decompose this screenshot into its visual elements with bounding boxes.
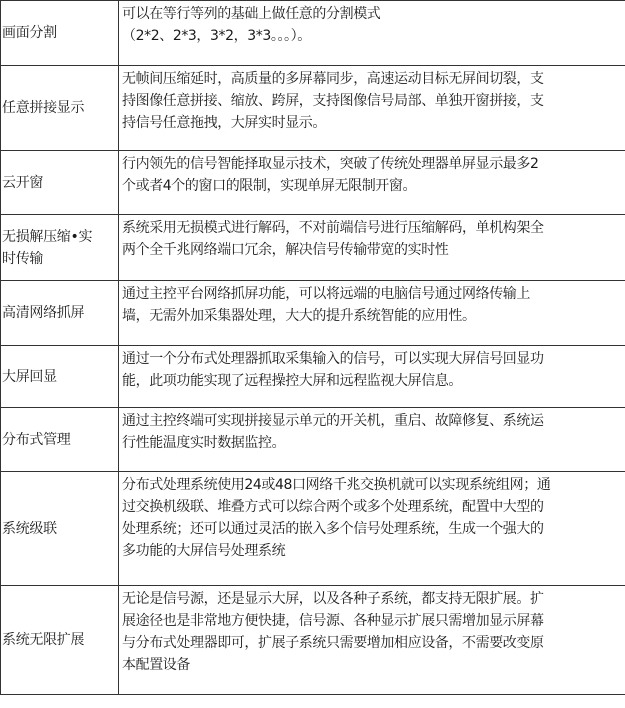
feature-description: 无帧间压缩延时，高质量的多屏幕同步，高速运动目标无屏间切裂，支 持图像任意拼接、缩放、跨屏，支持图像信号局部、单独开窗拼接，支 持信号任意拖拽，大屏实时显示。 [119, 66, 625, 151]
table-row [1, 472, 625, 586]
feature-description: 分布式处理系统使用24或48口网络千兆交换机就可以实现系统组网；通 过交换机级联、堆叠方式可以综合两个或多个处理系统，配置中大型的 处理系统；还可以通过灵活的嵌入多个信号处理系统，生成一个强大的 多功能的大屏信号处理系统 [119, 472, 625, 586]
table-row [1, 346, 625, 408]
feature-name: 画面分割 [1, 1, 119, 66]
table-row [1, 586, 625, 695]
feature-description: 通过一个分布式处理器抓取采集输入的信号，可以实现大屏信号回显功 能，此项功能实现了远程操控大屏和远程监视大屏信息。 [119, 346, 625, 408]
feature-name: 大屏回显 [1, 346, 119, 408]
feature-description: 通过主控平台网络抓屏功能，可以将远端的电脑信号通过网络传输上 墙，无需外加采集器处理，大大的提升系统智能的应用性。 [119, 281, 625, 346]
feature-name: 无损解压缩•实 时传输 [1, 215, 119, 281]
feature-description: 行内领先的信号智能择取显示技术，突破了传统处理器单屏显示最多2 个或者4个的窗口的限制，实现单屏无限制开窗。 [119, 151, 625, 215]
table-row [1, 281, 625, 346]
feature-name: 分布式管理 [1, 408, 119, 472]
table-row [1, 408, 625, 472]
feature-description: 通过主控终端可实现拼接显示单元的开关机，重启、故障修复、系统运 行性能温度实时数据监控。 [119, 408, 625, 472]
feature-description: 无论是信号源，还是显示大屏，以及各种子系统，都支持无限扩展。扩 展途径也是非常地方便快捷，信号源、各种显示扩展只需增加显示屏幕 与分布式处理器即可，扩展子系统只需要增加相应设备，不需要改变原 本配置设备 [119, 586, 625, 695]
feature-name: 高清网络抓屏 [1, 281, 119, 346]
feature-name: 云开窗 [1, 151, 119, 215]
feature-description: 可以在等行等列的基础上做任意的分割模式 （2*2、2*3，3*2，3*3。。。）。 [119, 1, 625, 66]
feature-name: 任意拼接显示 [1, 66, 119, 151]
feature-name: 系统无限扩展 [1, 586, 119, 695]
table-row [1, 151, 625, 215]
table-row [1, 1, 625, 66]
table-row [1, 215, 625, 281]
feature-description: 系统采用无损模式进行解码，不对前端信号进行压缩解码，单机构架全 两个全千兆网络端口冗余，解决信号传输带宽的实时性 [119, 215, 625, 281]
table-row [1, 66, 625, 151]
feature-name: 系统级联 [1, 472, 119, 586]
